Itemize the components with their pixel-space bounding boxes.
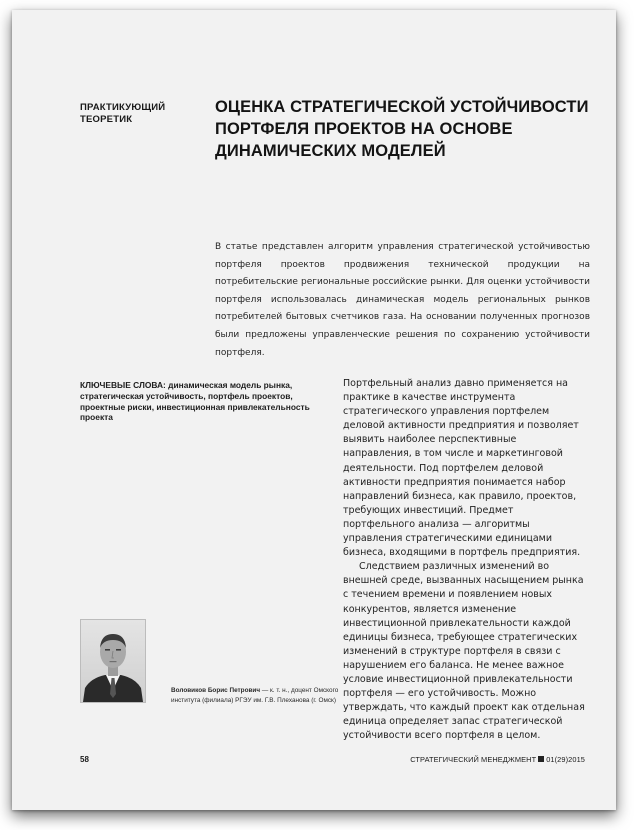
body-paragraph-2: Следствием различных изменений во внешней среде, вызванных насыщением рынка с течением времени и появлением новых конкурентов, является изменение инвестиционной привлекательности каждой единицы бизнеса, требующее стратегических изменений в структуре портфеля в связи с нарушением его баланса. Не менее важное условие инвестиционной привлекательности портфеля — его устойчивость. Можно утверждать, что каждый проект как отдельная единица определяет запас стратегической устойчивости всего портфеля в целом.: [343, 561, 585, 742]
article-title: ОЦЕНКА СТРАТЕГИЧЕСКОЙ УСТОЙЧИВОСТИ ПОРТФЕЛЯ ПРОЕКТОВ НА ОСНОВЕ ДИНАМИЧЕСКИХ МОДЕЛЕЙ: [215, 98, 589, 160]
rubric-label: ПРАКТИКУЮЩИЙ ТЕОРЕТИК: [80, 102, 166, 125]
author-portrait-image: [81, 620, 145, 702]
article-body: [343, 377, 587, 743]
author-name: Воловиков Борис Петрович: [171, 687, 261, 694]
article-abstract: В статье представлен алгоритм управления стратегической устойчивостью портфеля проектов продвижения технической продукции на потребительские региональные российские рынки. Для оценки устойчивости портфеля использовалась динамическая модель региональных рынков потребителей бытовых счетчиков газа. На основании полученных прогнозов были предложены управленческие решения по сохранению устойчивости портфеля.: [215, 242, 590, 358]
author-credit: [171, 686, 343, 706]
page-number: 58: [80, 755, 89, 764]
keywords-block: [80, 380, 335, 423]
square-bullet-icon: [538, 756, 544, 762]
journal-issue: 01(29)2015: [546, 755, 585, 764]
author-affiliation: — к. т. н., доцент Омского института (филиала) РГЭУ им. Г.В. Плеханова (г. Омск): [171, 687, 339, 704]
journal-footer: [410, 755, 585, 764]
keywords-text: динамическая модель рынка, стратегическая устойчивость, портфель проектов, проектные риски, инвестиционная привлекательность проекта: [80, 380, 310, 423]
author-photo: [80, 619, 146, 703]
journal-name: СТРАТЕГИЧЕСКИЙ МЕНЕДЖМЕНТ: [410, 755, 537, 764]
body-paragraph-1: Портфельный анализ давно применяется на практике в качестве инструмента стратегического управления портфелем деловой активности предприятия и позволяет выявить наиболее перспективные направления, в том числе и маркетинговой деятельности. Под портфелем деловой активности предприятия понимается набор направлений бизнеса, как правило, проектов, требующих инвестиций. Предмет портфельного анализа — алгоритмы управления стратегическими единицами бизнеса, входящими в портфель предприятия.: [343, 378, 581, 559]
journal-page: [12, 10, 616, 810]
keywords-label: КЛЮЧЕВЫЕ СЛОВА:: [80, 380, 166, 390]
